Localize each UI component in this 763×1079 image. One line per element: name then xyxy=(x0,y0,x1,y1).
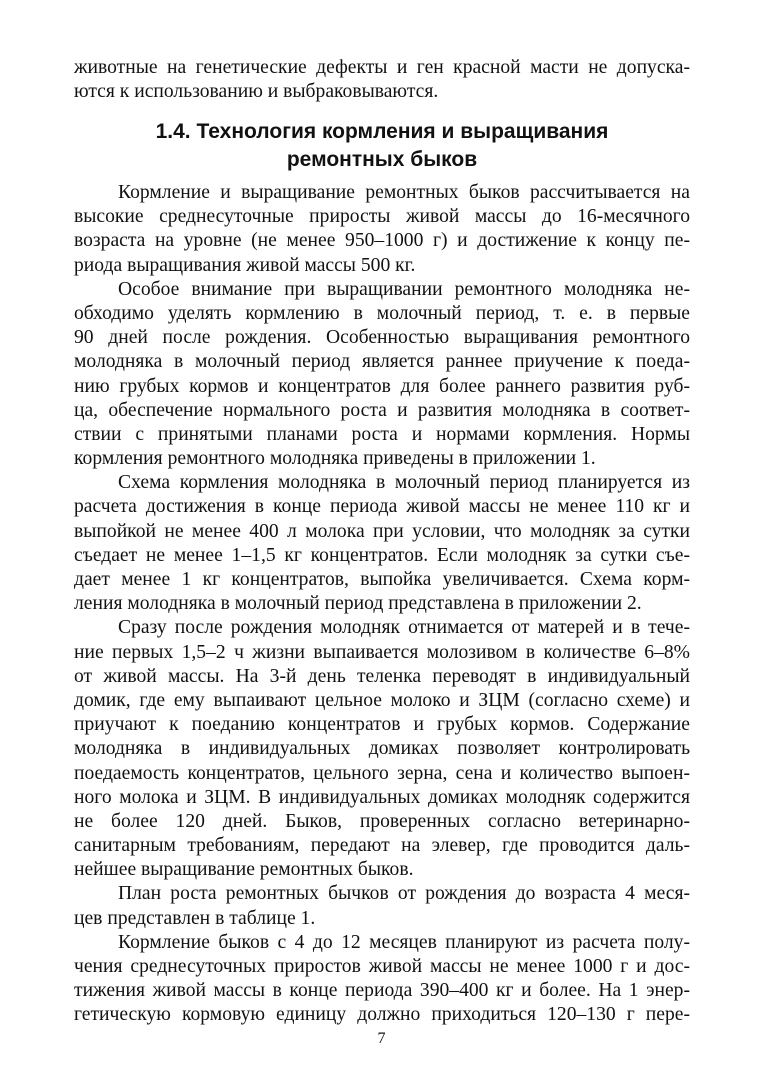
text-line: риода выращивания живой массы 500 кг. xyxy=(74,254,416,276)
text-line: дает менее 1 кг концентратов, выпойка увеличивается. Схема корм- xyxy=(74,569,690,590)
page-number: 7 xyxy=(377,1030,386,1047)
text-line: молодняка в молочный период является раннее приучение к поеда- xyxy=(74,351,690,373)
text-line: ного молока и ЗЦМ. В индивидуальных домиках молодняк содержится xyxy=(74,786,690,808)
text-line: нейшее выращивание ремонтных быков. xyxy=(74,859,414,881)
text-line: 90 дней после рождения. Особенностью выращивания ремонтного xyxy=(74,327,690,349)
text-line: Схема кормления молодняка в молочный период планируется из xyxy=(118,472,690,494)
text-line: ние первых 1,5–2 ч жизни выпаивается молозивом в количестве 6–8% xyxy=(74,641,690,663)
text-line: Кормление и выращивание ремонтных быков рассчитывается на xyxy=(118,182,690,203)
text-line: от живой массы. На 3-й день теленка переводят в индивидуальный xyxy=(74,665,690,687)
text-line: выпойкой не менее 400 л молока при условии, что молодняк за сутки xyxy=(74,520,690,542)
text-line: санитарным требованиям, передают на элевер, где проводится даль- xyxy=(74,835,690,857)
text-line: цев представлен в таблице 1. xyxy=(74,907,316,929)
intro-paragraph xyxy=(74,56,690,104)
text-line: животные на генетические дефекты и ген красной масти не допуска- xyxy=(74,57,690,78)
text-line: молодняка в индивидуальных домиках позволяет контролировать xyxy=(74,738,690,760)
heading-line: ремонтных быков xyxy=(286,148,478,171)
text-line: тижения живой массы в конце периода 390–400 кг и более. На 1 энер- xyxy=(74,980,690,1002)
text-line: обходимо уделять кормлению в молочный период, т. е. в первые xyxy=(74,302,690,324)
text-line: поедаемость концентратов, цельного зерна, сена и количество выпоен- xyxy=(74,762,690,784)
text-line: приучают к поеданию концентратов и грубых кормов. Содержание xyxy=(74,714,690,736)
text-line: чения среднесуточных приростов живой массы не менее 1000 г и дос- xyxy=(74,956,690,977)
text-line: Кормление быков с 4 до 12 месяцев планируют из расчета полу- xyxy=(118,931,690,953)
text-line: гетическую кормовую единицу должно приходиться 120–130 г пере- xyxy=(74,1004,690,1026)
text-line: нию грубых кормов и концентратов для более раннего развития руб- xyxy=(74,375,690,397)
text-line: высокие среднесуточные приросты живой массы до 16-месячного xyxy=(74,206,690,228)
text-line: съедает не менее 1–1,5 кг концентратов. Если молодняк за сутки съе- xyxy=(74,544,690,566)
heading-line: 1.4. Технология кормления и выращивания xyxy=(155,120,609,143)
text-line: Особое внимание при выращивании ремонтного молодняка не- xyxy=(118,278,690,300)
text-line: расчета достижения в конце периода живой массы не менее 110 кг и xyxy=(74,496,690,518)
text-line: домик, где ему выпаивают цельное молоко и ЗЦМ (согласно схеме) и xyxy=(74,689,690,711)
text-line: Сразу после рождения молодняк отнимается от матерей и в тече- xyxy=(118,617,690,639)
text-line: ются к использованию и выбраковываются. xyxy=(74,81,439,103)
text-line: ления молодняка в молочный период представлена в приложении 2. xyxy=(74,593,642,615)
section-heading xyxy=(74,118,690,174)
text-line: ца, обеспечение нормального роста и развития молодняка в соответ- xyxy=(74,399,690,421)
body-text xyxy=(74,181,690,1028)
text-line: План роста ремонтных бычков от рождения до возраста 4 меся- xyxy=(118,883,690,905)
text-line: возраста на уровне (не менее 950–1000 г) и достижение к концу пе- xyxy=(74,230,690,252)
text-line: ствии с принятыми планами роста и нормами кормления. Нормы xyxy=(74,423,690,445)
text-line: кормления ремонтного молодняка приведены в приложении 1. xyxy=(74,448,596,470)
text-line: не более 120 дней. Быков, проверенных согласно ветеринарно- xyxy=(74,810,690,832)
